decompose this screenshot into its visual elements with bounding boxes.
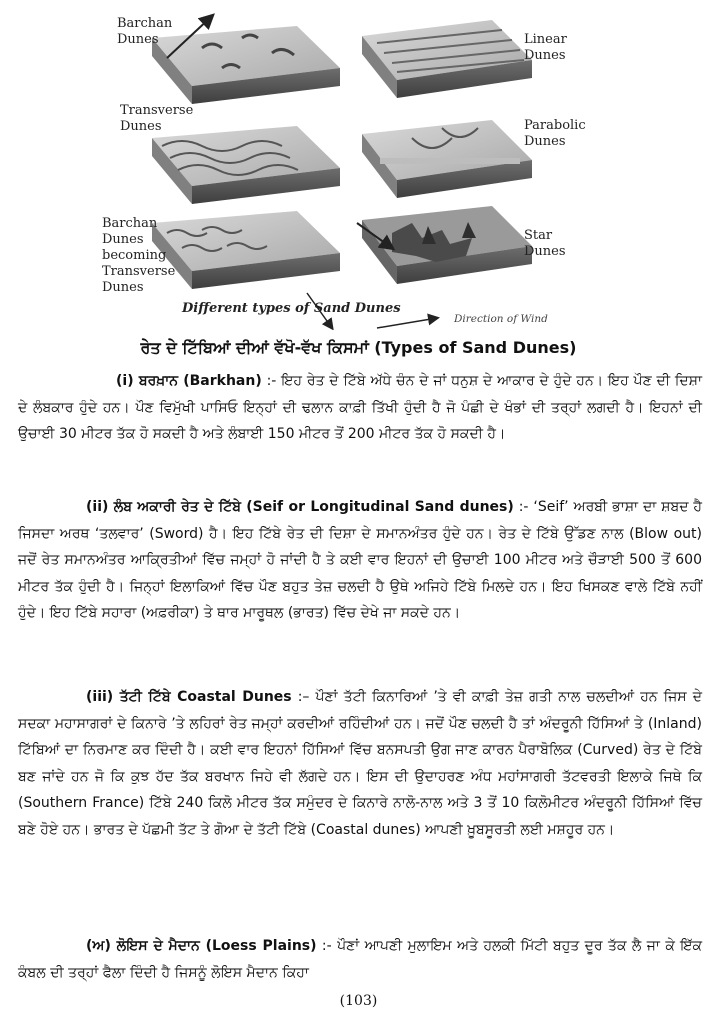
heading-seif: (ii) ਲੰਬ ਅਕਾਰੀ ਰੇਤ ਦੇ ਟਿੱਬੇ (Seif or Longitudinal Sand dunes)	[86, 499, 514, 515]
body-coastal: :– ਪੌਣਾਂ ਤੱਟੀ ਕਿਨਾਰਿਆਂ ’ਤੇ ਵੀ ਕਾਫ਼ੀ ਤੇਜ਼ ਗਤੀ ਨਾਲ ਚਲਦੀਆਂ ਹਨ ਜਿਸ ਦੇ ਸਦਕਾ ਮਹਾਸਾਗਰਾਂ ਦੇ ਕਿਨਾਰੇ ’ਤੇ ਲਹਿਰਾਂ ਰੇਤ ਜਮ੍ਹਾਂ ਕਰਦੀਆਂ ਰਹਿੰਦੀਆਂ ਹਨ। ਜਦੋਂ ਪੌਣ ਚਲਦੀ ਹੈ ਤਾਂ ਅੰਦਰੂਨੀ ਹਿੱਸਿਆਂ ਤੇ (Inland) ਟਿੱਬਿਆਂ ਦਾ ਨਿਰਮਾਣ ਕਰ ਦਿੰਦੀ ਹੈ। ਕਈ ਵਾਰ ਇਹਨਾਂ ਹਿੱਸਿਆਂ ਵਿੱਚ ਬਨਸਪਤੀ ਉਗ ਜਾਣ ਕਾਰਨ ਪੈਰਾਬੋਲਿਕ (Curved) ਰੇਤ ਦੇ ਟਿੱਬੇ ਬਣ ਜਾਂਦੇ ਹਨ ਜੋ ਕਿ ਕੁਝ ਹੱਦ ਤੱਕ ਬਰਖਾਨ ਜਿਹੇ ਵੀ ਲੱਗਦੇ ਹਨ। ਇਸ ਦੀ ਉਦਾਹਰਣ ਅੰਧ ਮਹਾਂਸਾਗਰੀ ਤੱਟਵਰਤੀ ਇਲਾਕੇ ਜਿਥੇ ਕਿ (Southern France) ਟਿੱਬੇ 240 ਕਿਲੋ ਮੀਟਰ ਤੱਕ ਸਮੁੰਦਰ ਦੇ ਕਿਨਾਰੇ ਨਾਲੋ-ਨਾਲ ਅਤੇ 3 ਤੋਂ 10 ਕਿਲੋਮੀਟਰ ਅੰਦਰੂਨੀ ਹਿੱਸਿਆਂ ਵਿੱਚ ਬਣੇ ਹੋਏ ਹਨ। ਭਾਰਤ ਦੇ ਪੱਛਮੀ ਤੱਟ ਤੇ ਗੋਆ ਦੇ ਤੱਟੀ ਟਿੱਬੇ (Coastal dunes) ਆਪਣੀ ਖ਼ੂਬਸੂਰਤੀ ਲਈ ਮਸ਼ਹੂਰ ਹਨ।	[18, 689, 702, 838]
paragraph-seif	[18, 494, 702, 627]
heading-barkhan: (i) ਬਰਖ਼ਾਨ (Barkhan)	[116, 373, 262, 389]
barchan-transverse-block	[152, 211, 340, 289]
label-linear-dunes: Linear Dunes	[524, 32, 567, 63]
paragraph-barkhan	[18, 368, 702, 448]
label-barchan-dunes: Barchan Dunes	[117, 16, 173, 47]
body-barkhan: :- ਇਹ ਰੇਤ ਦੇ ਟਿੱਬੇ ਅੱਧੇ ਚੰਨ ਦੇ ਜਾਂ ਧਨੁਸ਼ ਦੇ ਆਕਾਰ ਦੇ ਹੁੰਦੇ ਹਨ। ਇਹ ਪੌਣ ਦੀ ਦਿਸ਼ਾ ਦੇ ਲੰਬਕਾਰ ਹੁੰਦੇ ਹਨ। ਪੌਣ ਵਿਮੁੱਖੀ ਪਾਸਿਓ ਇਨ੍ਹਾਂ ਦੀ ਢਲਾਨ ਕਾਫ਼ੀ ਤਿੱਖੀ ਹੁੰਦੀ ਹੈ ਜੋ ਪੰਛੀ ਦੇ ਖੰਭਾਂ ਦੀ ਤਰ੍ਹਾਂ ਲਗਦੀ ਹੈ। ਇਹਨਾਂ ਦੀ ਉਚਾਈ 30 ਮੀਟਰ ਤੱਕ ਹੋ ਸਕਦੀ ਹੈ ਅਤੇ ਲੰਬਾਈ 150 ਮੀਟਰ ਤੋਂ 200 ਮੀਟਰ ਤੱਕ ਹੋ ਸਕਦੀ ਹੈ।	[18, 373, 702, 442]
body-loess: :- ਪੌਣਾਂ ਆਪਣੀ ਮੁਲਾਇਮ ਅਤੇ ਹਲਕੀ ਮਿੱਟੀ ਬਹੁਤ ਦੂਰ ਤੱਕ ਲੈ ਜਾ ਕੇ ਇੱਕ ਕੰਬਲ ਦੀ ਤਰ੍ਹਾਂ ਫੈਲਾ ਦਿੰਦੀ ਹੈ ਜਿਸਨੂੰ ਲੋਇਸ ਮੈਦਾਨ ਕਿਹਾ	[18, 938, 702, 981]
barchan-block	[152, 26, 340, 104]
label-barchan-becoming-transverse: Barchan Dunes becoming Transverse Dunes	[102, 216, 176, 295]
sand-dunes-figure	[92, 8, 612, 330]
page-title: ਰੇਤ ਦੇ ਟਿੱਬਿਆਂ ਦੀਆਂ ਵੱਖੋ-ਵੱਖ ਕਿਸਮਾਂ (Types of Sand Dunes)	[140, 338, 577, 357]
label-parabolic-dunes: Parabolic Dunes	[524, 118, 586, 149]
paragraph-coastal	[18, 684, 702, 843]
transverse-block	[152, 126, 340, 204]
label-star-dunes: Star Dunes	[524, 228, 566, 259]
linear-block	[362, 20, 532, 98]
body-seif: :- ‘Seif’ ਅਰਬੀ ਭਾਸ਼ਾ ਦਾ ਸ਼ਬਦ ਹੈ ਜਿਸਦਾ ਅਰਥ ‘ਤਲਵਾਰ’ (Sword) ਹੈ। ਇਹ ਟਿੱਬੇ ਰੇਤ ਦੀ ਦਿਸ਼ਾ ਦੇ ਸਮਾਨਅੰਤਰ ਹੁੰਦੇ ਹਨ। ਰੇਤ ਦੇ ਟਿੱਬੇ ਉੱਡਣ ਨਾਲ (Blow out) ਜਦੋਂ ਰੇਤ ਸਮਾਨਅੰਤਰ ਆਕ੍ਰਿਤੀਆਂ ਵਿੱਚ ਜਮ੍ਹਾਂ ਹੋ ਜਾਂਦੀ ਹੈ ਤੇ ਕਈ ਵਾਰ ਇਹਨਾਂ ਦੀ ਉਚਾਈ 100 ਮੀਟਰ ਅਤੇ ਚੌੜਾਈ 500 ਤੋਂ 600 ਮੀਟਰ ਤੱਕ ਹੁੰਦੀ ਹੈ। ਜਿਨ੍ਹਾਂ ਇਲਾਕਿਆਂ ਵਿੱਚ ਪੌਣ ਬਹੁਤ ਤੇਜ਼ ਚਲਦੀ ਹੈ ਉਥੇ ਅਜਿਹੇ ਟਿੱਬੇ ਮਿਲਦੇ ਹਨ। ਇਹ ਖਿਸਕਣ ਵਾਲੇ ਟਿੱਬੇ ਨਹੀਂ ਹੁੰਦੇ। ਇਹ ਟਿੱਬੇ ਸਹਾਰਾ (ਅਫ਼ਰੀਕਾ) ਤੇ ਥਾਰ ਮਾਰੂਥਲ (ਭਾਰਤ) ਵਿੱਚ ਦੇਖੇ ਜਾ ਸਕਦੇ ਹਨ।	[18, 499, 703, 621]
label-transverse-dunes: Transverse Dunes	[120, 103, 194, 134]
wind-direction-label: Direction of Wind	[454, 313, 548, 325]
figure-caption: Different types of Sand Dunes	[182, 301, 401, 316]
page-number: (103)	[339, 993, 378, 1009]
heading-loess: (ਅ) ਲੋਇਸ ਦੇ ਮੈਦਾਨ (Loess Plains)	[86, 938, 317, 954]
wind-direction-arrow	[377, 318, 437, 328]
paragraph-loess	[18, 933, 702, 986]
parabolic-block	[362, 120, 532, 198]
heading-coastal: (iii) ਤੱਟੀ ਟਿੱਬੇ Coastal Dunes	[86, 689, 292, 705]
